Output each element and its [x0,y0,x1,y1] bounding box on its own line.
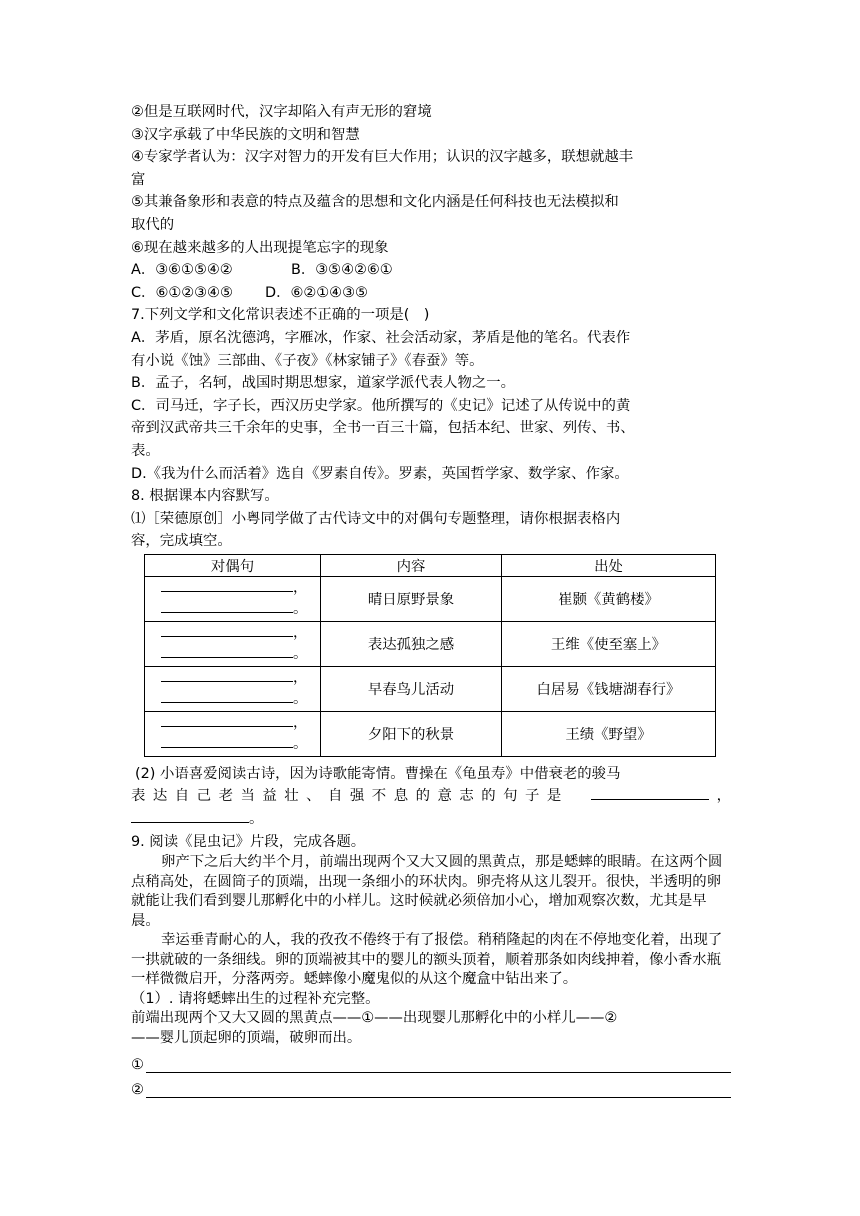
table-cell-content: 早春鸟儿活动 [321,666,502,711]
answer-blank[interactable] [161,578,293,592]
table-cell-content: 夕阳下的秋景 [321,711,502,756]
q8-part2-text: 表达自己老当益壮、自强不息的意志的句子是 [131,788,569,805]
couplet-table [144,554,716,757]
answer-blank[interactable] [161,734,293,748]
q9-stem: 9. 阅读《昆虫记》片段，完成各题。 [131,833,366,850]
table-header-row [145,554,716,576]
q6-sentence-2: ②但是互联网时代，汉字却陷入有声无形的窘境 [131,104,432,120]
table-header: 内容 [321,554,502,576]
period-mark: 。 [293,645,308,662]
q6-sentence-3: ③汉字承载了中华民族的文明和智慧 [131,126,360,143]
q7-option-d[interactable]: D.《我为什么而活着》选自《罗素自传》。罗素，英国哲学家、数学家、作家。 [131,465,629,482]
answer-blank[interactable] [161,713,293,727]
q9-flow-line-2: ——婴儿顶起卵的顶端，破卵而出。 [131,1029,362,1046]
q6-option-c[interactable]: C．⑥①②③④⑤ [131,284,233,301]
q9-flow-line-1: 前端出现两个又大又圆的黑黄点——①——出现婴儿那孵化中的小样儿——② [131,1010,618,1027]
table-cell-source: 王绩《野望》 [502,711,716,756]
couplet-blank-cell[interactable] [145,666,321,711]
answer-line-field[interactable] [146,1054,731,1073]
comma-mark: ， [293,579,308,596]
table-header: 对偶句 [145,554,321,576]
q7-option-b[interactable]: B．孟子，名轲，战国时期思想家，道家学派代表人物之一。 [131,375,516,392]
q7-option-a-line-1[interactable]: A．茅盾，原名沈德鸿，字雁冰，作家、社会活动家，茅盾是他的笔名。代表作 [131,329,631,346]
q8-part2-line-3 [131,808,731,831]
comma-mark: ， [293,669,308,686]
table-cell-source: 崔颢《黄鹤楼》 [502,576,716,621]
comma-mark: ， [293,714,308,731]
q9-subquestion-1: （1）. 请将蟋蟀出生的过程补充完整。 [131,990,380,1007]
couplet-blank-cell[interactable] [145,576,321,621]
table-cell-content: 表达孤独之感 [321,621,502,666]
table-row [145,711,716,756]
answer-blank[interactable] [161,668,293,682]
q7-option-a-line-2: 有小说《蚀》三部曲、《子夜》《林家铺子》《春蚕》等。 [131,352,484,369]
exam-page [131,101,731,1098]
q6-sentence-5b: 取代的 [131,216,175,233]
q6-options-row-2 [131,282,731,305]
comma-mark: ， [716,788,731,805]
answer-blank[interactable] [591,785,709,800]
answer-line-1 [131,1048,731,1073]
table-cell-content: 晴日原野景象 [321,576,502,621]
period-mark: 。 [249,811,264,828]
period-mark: 。 [293,735,308,752]
q9-passage-paragraph-1: 卵产下之后大约半个月，前端出现两个又大又圆的黑黄点，那是蟋蟀的眼睛。在这两个圆点稍高处，在圆筒子的顶端，出现一条细小的环状肉。卵壳将从这儿裂开。很快，半透明的卵就能让我们看到婴儿那孵化中的小样儿。这时候就必须倍加小心，增加观察次数，尤其是早晨。 [131,854,723,929]
q8-part1-line-1: ⑴［荣德原创］小粤同学做了古代诗文中的对偶句专题整理，请你根据表格内 [131,510,621,527]
q8-part2-line-1: (2) 小语喜爱阅读古诗，因为诗歌能寄情。曹操在《龟虽寿》中借衰老的骏马 [135,765,621,782]
q6-option-b[interactable]: B．③⑤④②⑥① [291,262,393,279]
answer-blank[interactable] [131,808,249,823]
q6-sentence-4a: ④专家学者认为：汉字对智力的开发有巨大作用；认识的汉字越多，联想就越丰 [131,149,634,166]
answer-blank[interactable] [161,623,293,637]
period-mark: 。 [293,690,308,707]
q9-passage-paragraph-2: 幸运垂青耐心的人，我的孜孜不倦终于有了报偿。稍稍隆起的肉在不停地变化着，出现了一拱就破的一条细线。卵的顶端被其中的婴儿的额头顶着，顺着那条如肉线抻着，像小香水瓶一样微微启开，分落两旁。蟋蟀像小魔鬼似的从这个魔盒中钻出来了。 [131,932,723,988]
circle-one-marker: ① [131,1057,144,1074]
q6-sentence-4b: 富 [131,171,146,188]
q7-option-c-line-3: 表。 [131,442,160,459]
table-header: 出处 [502,554,716,576]
answer-blank[interactable] [161,689,293,703]
q8-stem: 8. 根据课本内容默写。 [131,488,279,505]
period-mark: 。 [293,600,308,617]
answer-blank[interactable] [161,644,293,658]
q6-sentence-5a: ⑤其兼备象形和表意的特点及蕴含的思想和文化内涵是任何科技也无法模拟和 [131,194,619,211]
table-row [145,666,716,711]
table-cell-source: 王维《使至塞上》 [502,621,716,666]
table-row [145,621,716,666]
q6-options-row-1 [131,259,731,282]
q7-option-c-line-2: 帝到汉武帝共三千余年的史事，全书一百三十篇，包括本纪、世家、列传、书、 [131,420,635,437]
table-cell-source: 白居易《钱塘湖春行》 [502,666,716,711]
couplet-blank-cell[interactable] [145,621,321,666]
q6-sentence-6: ⑥现在越来越多的人出现提笔忘字的现象 [131,239,389,256]
q7-stem: 7.下列文学和文化常识表述不正确的一项是( ) [131,307,430,324]
answer-line-2 [131,1073,731,1098]
q6-option-a[interactable]: A．③⑥①⑤④② [131,262,233,279]
q8-part2-line-2 [131,785,731,808]
q8-part1-line-2: 容，完成填空。 [131,533,232,550]
answer-line-field[interactable] [146,1079,731,1098]
couplet-blank-cell[interactable] [145,711,321,756]
answer-blank[interactable] [161,599,293,613]
table-row [145,576,716,621]
comma-mark: ， [293,624,308,641]
q7-option-c-line-1[interactable]: C．司马迁，字子长，西汉历史学家。他所撰写的《史记》记述了从传说中的黄 [131,397,631,414]
q6-option-d[interactable]: D．⑥②①④③⑤ [265,284,368,301]
circle-two-marker: ② [131,1082,144,1099]
